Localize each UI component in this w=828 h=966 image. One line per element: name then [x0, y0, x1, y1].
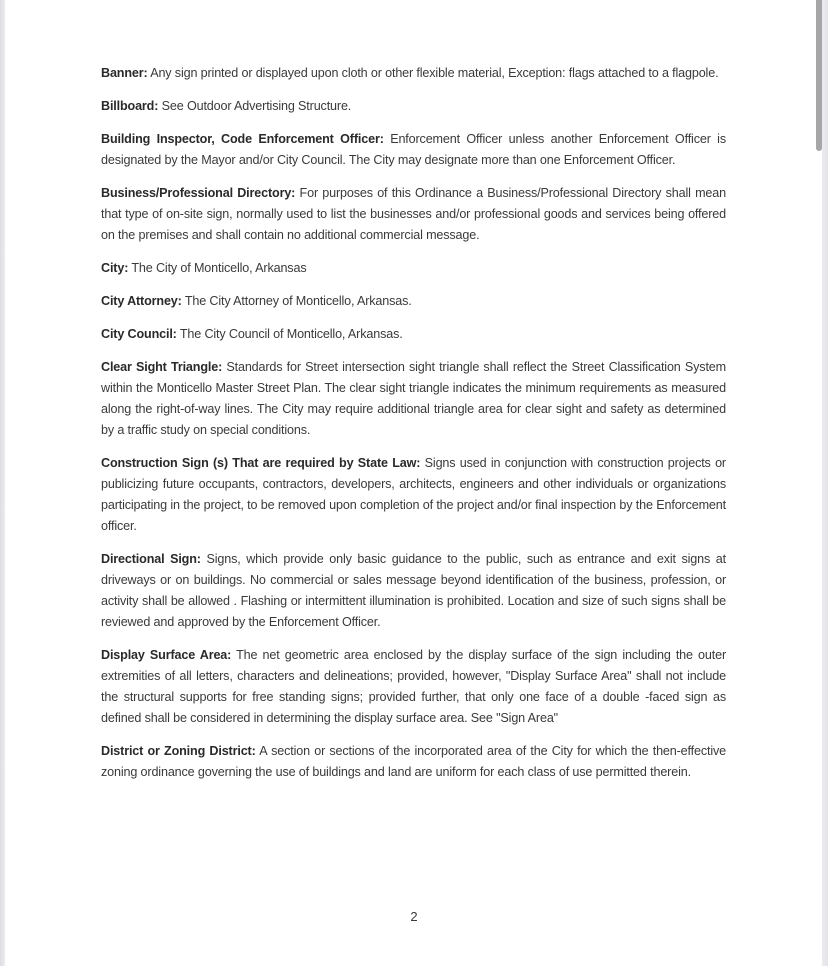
page-number: 2: [410, 909, 418, 924]
definition-term: Business/Professional Directory:: [101, 186, 296, 200]
definition-entry-display-surface-area: [101, 645, 726, 729]
definition-entry-city: [101, 258, 726, 279]
definition-entry-banner: [101, 63, 726, 84]
definition-term: Directional Sign:: [101, 552, 201, 566]
definition-term: Clear Sight Triangle:: [101, 360, 223, 374]
definition-text: Enforcement Officer unless another Enforcement Officer is designated by the Mayor and/or City Council. The City may designate more than one Enforcement Officer.: [101, 132, 726, 167]
definition-text: Any sign printed or displayed upon cloth or other flexible material, Exception: flags attached to a flagpole.: [150, 66, 719, 80]
scrollbar-track[interactable]: [822, 0, 828, 966]
definition-entry-zoning-district: [101, 741, 726, 783]
definition-entry-billboard: [101, 96, 726, 117]
definition-entry-building-inspector: [101, 129, 726, 171]
definition-term: Billboard:: [101, 99, 159, 113]
scrollbar-thumb[interactable]: [816, 0, 822, 151]
definition-term: City:: [101, 261, 129, 275]
definition-text: The City of Monticello, Arkansas: [131, 261, 307, 275]
definition-term: City Council:: [101, 327, 177, 341]
definition-entry-construction-sign: [101, 453, 726, 537]
definition-text: Standards for Street intersection sight triangle shall reflect the Street Classification System within the Monticello Master Street Plan. The clear sight triangle indicates the minimum requirements as measured along the right-of-way lines. The City may require additional triangle area for clear sight and safety as determined by a traffic study on special conditions.: [101, 360, 726, 437]
definition-entry-clear-sight-triangle: [101, 357, 726, 441]
definition-text: See Outdoor Advertising Structure.: [161, 99, 352, 113]
definition-text: The City Council of Monticello, Arkansas.: [179, 327, 403, 341]
definition-text: The City Attorney of Monticello, Arkansas.: [184, 294, 412, 308]
definition-term: District or Zoning District:: [101, 744, 256, 758]
definition-text: A section or sections of the incorporated area of the City for which the then-effective zoning ordinance governing the use of buildings and land are uniform for each class of use permitted therein.: [101, 744, 726, 779]
left-page-border: [0, 0, 5, 966]
definition-text: Signs, which provide only basic guidance to the public, such as entrance and exit signs at driveways or on buildings. No commercial or sales message beyond identification of the business, profession, or activity shall be allowed . Flashing or intermittent illumination is prohibited. Location and size of such signs shall be reviewed and approved by the Enforcement Officer.: [101, 552, 726, 629]
definition-entry-city-council: [101, 324, 726, 345]
definition-text: Signs used in conjunction with construction projects or publicizing future occupants, contractors, developers, architects, engineers and other individuals or organizations participating in the project, to be removed upon completion of the project and/or final inspection by the Enforcement officer.: [101, 456, 726, 533]
definition-text: For purposes of this Ordinance a Business/Professional Directory shall mean that type of on-site sign, normally used to list the businesses and/or professional goods and services being offered on the premises and shall contain no additional commercial message.: [101, 186, 726, 242]
definition-term: City Attorney:: [101, 294, 182, 308]
definition-entry-business-directory: [101, 183, 726, 246]
definition-entry-city-attorney: [101, 291, 726, 312]
definition-entry-directional-sign: [101, 549, 726, 633]
definition-text: The net geometric area enclosed by the display surface of the sign including the outer extremities of all letters, characters and delineations; provided, however, "Display Surface Area" shall not include the structural supports for free standing signs; provided further, that only one face of a double -faced sign as defined shall be considered in determining the display surface area. See "Sign Area": [101, 648, 727, 725]
definition-term: Construction Sign (s) That are required by State Law:: [101, 456, 421, 470]
definition-term: Banner:: [101, 66, 148, 80]
definition-term: Display Surface Area:: [101, 648, 232, 662]
definition-term: Building Inspector, Code Enforcement Officer:: [101, 132, 384, 146]
document-page: [101, 63, 726, 795]
